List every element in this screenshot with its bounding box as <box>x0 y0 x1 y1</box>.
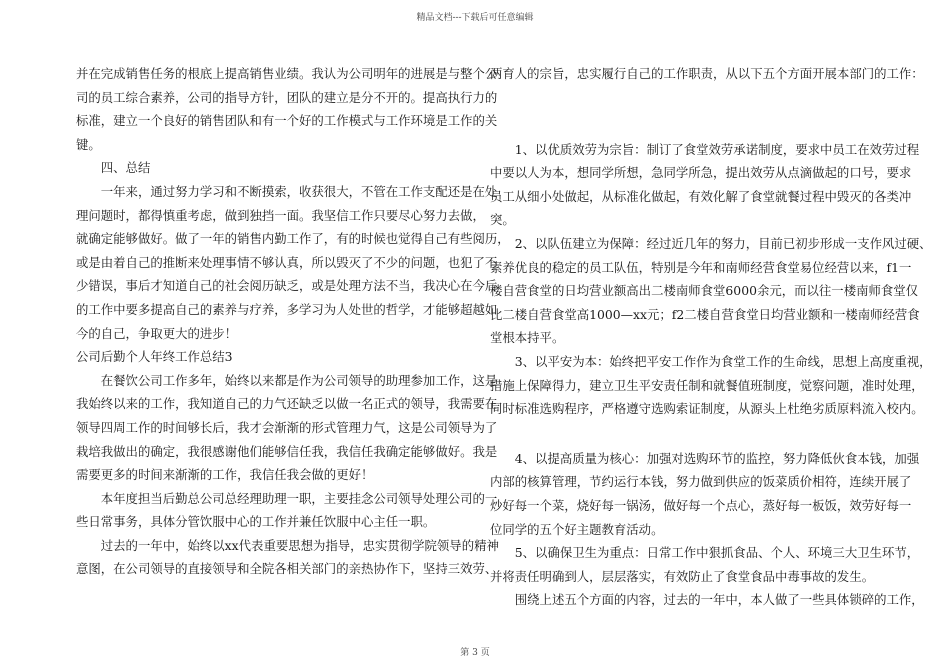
text-line: 在餐饮公司工作多年，始终以来都是作为公司领导的助理参加工作，这是 <box>76 372 498 388</box>
text-line: 两育人的宗旨，忠实履行自己的工作职责，从以下五个方面开展本部门的工作： <box>490 66 924 81</box>
text-line: 四、总结 <box>76 160 151 176</box>
text-line: 突。 <box>490 212 515 228</box>
paragraph-spacer <box>490 112 885 138</box>
text-line: 今的自己，争取更大的进步！ <box>76 325 238 341</box>
text-line: 素养优良的稳定的员工队伍，特别是今年和南师经营食堂易位经营以来，f1一 <box>490 259 912 275</box>
text-line: 位同学的五个好主题教育活动。 <box>490 521 664 537</box>
text-line: 需要更多的时间来渐渐的工作，我信任我会做的更好！ <box>76 467 374 483</box>
paragraph-spacer <box>490 421 885 447</box>
right-column <box>490 62 932 612</box>
text-line: 5、以确保卫生为重点：日常工作中狠抓食品、个人、环境三大卫生环节， <box>490 545 920 561</box>
text-line: 公司后勤个人年终工作总结3 <box>76 349 233 365</box>
text-line: 些日常事务，具体分管饮服中心的工作并兼任饮服中心主任一职。 <box>76 514 436 530</box>
text-line: 理问题时，都得慎重考虑，做到独挡一面。我坚信工作只要尽心努力去做， <box>76 207 485 223</box>
text-line: 措施上保障得力，建立卫生平安责任制和就餐值班制度，觉察问题，准时处理， <box>490 377 924 393</box>
text-line: 3、以平安为本：始终把平安工作作为食堂工作的生命线，思想上高度重视， <box>490 353 932 369</box>
text-line: 2、以队伍建立为保障：经过近几年的努力，目前已初步形成一支作风过硬、 <box>490 235 932 251</box>
text-line: 就确定能够做好。做了一年的销售内勤工作了，有的时候也觉得自己有些阅历， <box>76 231 510 247</box>
text-line: 意图，在公司领导的直接领导和全院各相关部门的亲热协作下，坚持三效劳、 <box>76 561 498 577</box>
text-line: 内部的核算管理，节约运行本钱，努力做到供应的饭菜质价相符，连续开展了 <box>490 474 912 490</box>
text-line: 炒好每一个菜，烧好每一锅汤，做好每一个点心，蒸好每一板饭，效劳好每一 <box>490 497 912 513</box>
text-line: 员工从细小处做起，从标准化做起，有效化解了食堂就餐过程中毁灭的各类冲 <box>490 188 912 204</box>
text-line: 同时标准选购程序，严格遵守选购索证制度，从源头上杜绝劣质原料流入校内。 <box>490 401 924 417</box>
text-line: 过去的一年中，始终以xx代表重要思想为指导，忠实贯彻学院领导的精神 <box>76 537 499 553</box>
text-line: 4、以提高质量为核心：加强对选购环节的监控，努力降低伙食本钱，加强 <box>490 450 920 466</box>
page-number: 第 3 页 <box>460 648 490 658</box>
text-line: 领导四周工作的时间够长后，我才会渐渐的形式管理力气，这是公司领导为了 <box>76 419 498 435</box>
text-line: 标准，建立一个良好的销售团队和有一个好的工作模式与工作环境是工作的关 <box>76 113 498 129</box>
text-line: 的工作中要多提高自己的素养与疗养，多学习为人处世的哲学，才能够超越如 <box>76 301 498 317</box>
text-line: 楼自营食堂的日均营业额高出二楼南师食堂6000余元，而以往一楼南师食堂仅 <box>490 283 919 299</box>
text-line: 比二楼自营食堂高1000—xx元；f2二楼自营食堂日均营业额和一楼南师经营食 <box>490 306 920 322</box>
text-line: 1、以优质效劳为宗旨：制订了食堂效劳承诺制度，要求中员工在效劳过程 <box>490 141 920 157</box>
text-line: 并在完成销售任务的根底上提高销售业绩。我认为公司明年的进展是与整个公 <box>76 66 498 81</box>
text-line: 司的员工综合素养，公司的指导方针，团队的建立是分不开的。提高执行力的 <box>76 89 498 105</box>
text-line: 或是由着自己的推断来处理事情不够认真，所以毁灭了不少的问题，也犯了不 <box>76 254 498 270</box>
text-line: 围绕上述五个方面的内容，过去的一年中，本人做了一些具体锁碎的工作， <box>490 592 924 608</box>
text-line: 少错误，事后才知道自己的社会阅历缺乏，或是处理方法不当，我决心在今后 <box>76 278 498 294</box>
text-line: 本年度担当后勤总公司总经理助理一职，主要挂念公司领导处理公司的一 <box>76 490 498 506</box>
text-line: 堂根本持平。 <box>490 330 565 346</box>
text-line: 并将责任明确到人，层层落实，有效防止了食堂食品中毒事故的发生。 <box>490 568 875 584</box>
text-line: 栽培我做出的确定，我很感谢他们能够信任我，我信任我确定能够做好。我是 <box>76 443 498 459</box>
paragraph-spacer <box>490 86 885 112</box>
page-header: 精品文档---下载后可任意编辑 <box>416 13 534 23</box>
text-line: 我始终以来的工作，我知道自己的力气还缺乏以做一名正式的领导，我需要在 <box>76 396 498 412</box>
text-line: 中要以人为本，想同学所想，急同学所急，提出效劳从点滴做起的口号，要求 <box>490 165 912 181</box>
text-line: 一年来，通过努力学习和不断摸索，收获很大，不管在工作支配还是在处 <box>76 183 498 199</box>
left-column <box>76 62 510 581</box>
text-line: 键。 <box>76 136 101 152</box>
